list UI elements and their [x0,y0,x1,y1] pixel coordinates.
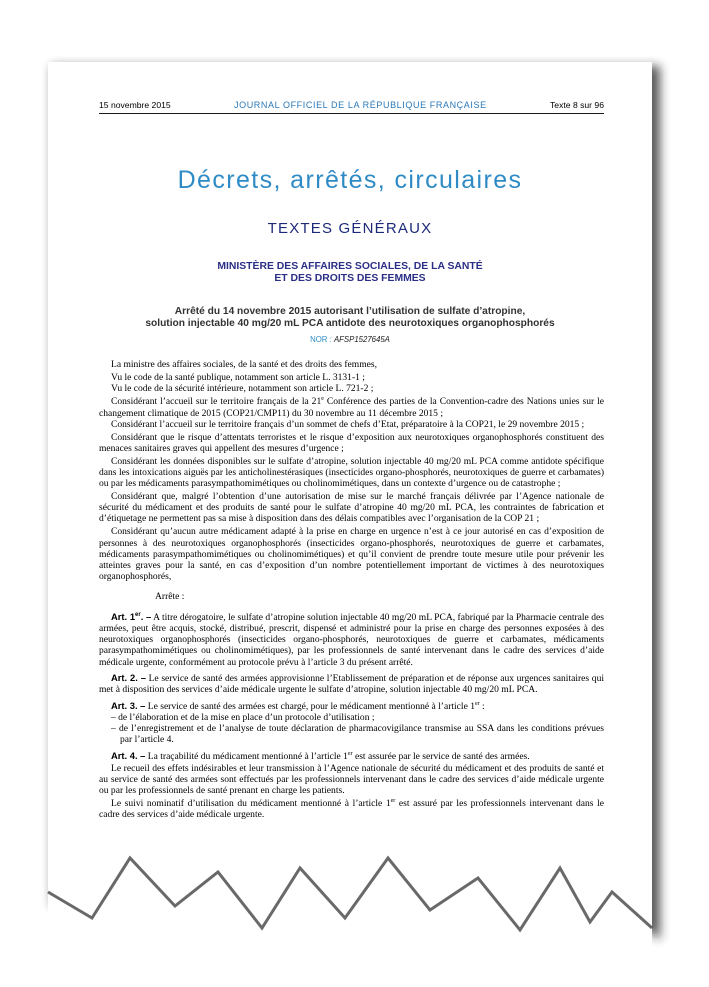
nor-code: AFSP1527645A [333,335,390,344]
superscript: er [474,700,480,707]
arrete-line: Arrête : [155,590,185,602]
text-run: Le suivi nominatif d’utilisation du médicament mentionné à l’article 1 [111,798,391,810]
text-run: est assurée par le service de santé des armées. [352,751,530,763]
paragraph: Considérant l’accueil sur le territoire français d’un sommet de chefs d’Etat, préparatoire à la COP21, le 29 novembre 2015 ; [111,418,585,430]
text-run: . – [140,611,152,623]
journal-name: JOURNAL OFFICIEL DE LA RÉPUBLIQUE FRANÇAISE [234,100,487,110]
article-label: Art. 4. – [111,750,146,762]
paragraph: Considérant les données disponibles sur le sulfate d’atropine, solution injectable 40 mg/20 mL PCA comme antidote spécifique dans les intoxications aiguës par les anticholinestérasiques (insecticides organo-phosphorés, neurotoxiques de guerre et carbamates) ou par les médicaments parasympathomimétiques ou cholinomimétiques, dans un contexte d’urgence ou de catastrophe ; [99,455,604,490]
superscript: er [347,751,353,758]
text-run: : [479,701,485,712]
superscript: e [321,396,324,403]
article-text: La traçabilité du médicament mentionné à l’article 1 [145,751,348,763]
nor-label: NOR : [310,335,332,344]
text-run: Conférence des parties de la Convention-cadre des Nations unies sur le changement climatique de 2015 (COP21/CMP11) du 30 novembre au 11 décembre 2015 ; [99,396,604,419]
ministry-line-1: MINISTÈRE DES AFFAIRES SOCIALES, DE LA SANTÉ [217,261,483,272]
tear-mask [48,858,652,987]
article-text: Le service de santé des armées est chargé, pour le médicament mentionné à l’article 1 [145,701,475,712]
paragraph: Le recueil des effets indésirables et leur transmission à l’Agence nationale de sécurité du médicament et des produits de santé et au service de santé des armées sont effectués par les professionnels intervenant dans le cadre des services d’aide médicale urgente ou par les professionnels de santé prenant en charge les patients. [99,762,604,796]
list-item: – de l’enregistrement et de l’analyse de toute déclaration de pharmacovigilance transmise au SSA dans les conditions prévues par l’article 4. [111,723,604,746]
header-texte-number: Texte 8 sur 96 [550,100,604,110]
header-date: 15 novembre 2015 [99,100,171,110]
section-title: Décrets, arrêtés, circulaires [177,166,523,194]
list-item: – de l’élaboration et de la mise en place d’un protocole d’utilisation ; [111,712,375,724]
paragraph: Vu le code de la sécurité intérieure, notamment son article L. 721-2 ; [111,383,374,395]
paragraph: Vu le code de la santé publique, notamment son article L. 3131-1 ; [111,372,365,384]
paragraph: Considérant que, malgré l’obtention d’une autorisation de mise sur le marché français délivrée par l’Agence nationale de sécurité du médicament et des produits de santé pour le sulfate d’atropine 40 mg/20 mL PCA, les contraintes de fabrication et d’étiquetage ne permettent pas sa mise à disposition dans des délais compatibles avec l’organisation de la COP 21 ; [99,491,604,525]
paragraph: La ministre des affaires sociales, de la santé et des droits des femmes, [111,359,377,370]
superscript: er [390,797,396,804]
paragraph: Considérant que le risque d’attentats terroristes et le risque d’exposition aux neurotoxiques organophosphorés constituent des menaces sanitaires graves qui appellent des mesures d’urgence ; [99,431,604,454]
decree-title-line-1: Arrêté du 14 novembre 2015 autorisant l’utilisation de sulfate d’atropine, [174,306,526,317]
article-label: Art. 2. – [111,671,146,683]
superscript: er [135,612,141,619]
ministry-line-2: ET DES DROITS DES FEMMES [274,273,426,284]
paragraph: Considérant qu’aucun autre médicament adapté à la prise en charge en urgence n’est à ce jour autorisé en cas d’exposition de personnes à des neurotoxiques organophosphorés (insecticides organo-phosphorés, neurotoxiques de guerre et carbamates, médicaments parasympathomimétiques ou cholinomimétiques) et qu’il convient de prendre toute mesure utile pour prévenir les atteintes graves pour la santé, en cas d’exposition d’un nombre potentiellement important de victimes à des neurotoxiques organophosphorés, [99,526,604,582]
article-text: Le service de santé des armées approvisionne l’Etablissement de préparation et de réponse aux urgences sanitaires qui met à disposition des services d’aide médicale urgente le sulfate d’atropine, solution injectable 40 mg/20 mL PCA. [99,672,604,695]
text-run: Considérant l’accueil sur le territoire français de la 21 [111,396,322,408]
decree-title-line-2: solution injectable 40 mg/20 mL PCA antidote des neurotoxiques organophosphorés [145,318,555,329]
section-subtitle: TEXTES GÉNÉRAUX [267,220,433,237]
article-label: Art. 3. – [111,700,146,711]
text-run: Art. 1 [111,611,136,623]
article-text: A titre dérogatoire, le sulfate d’atropine solution injectable 40 mg/20 mL PCA, fabriqué par la Pharmacie centrale des armées, peut être acquis, stocké, distribué, prescrit, dispensé et administré pour la prise en charge des personnes exposées à des neurotoxiques organophosphorés (insecticides organo-phosphorés, neurotoxiques de guerre et carbamates, médicaments parasympathomimétiques ou cholinomimétiques), par les professionnels de santé intervenant dans le cadre des services d’aide médicale urgente, conformément au protocole prévu à l’article 3 du présent arrêté. [99,612,604,668]
text-run: est assuré par les professionnels intervenant dans le cadre des services d’aide médicale urgente. [99,798,604,821]
